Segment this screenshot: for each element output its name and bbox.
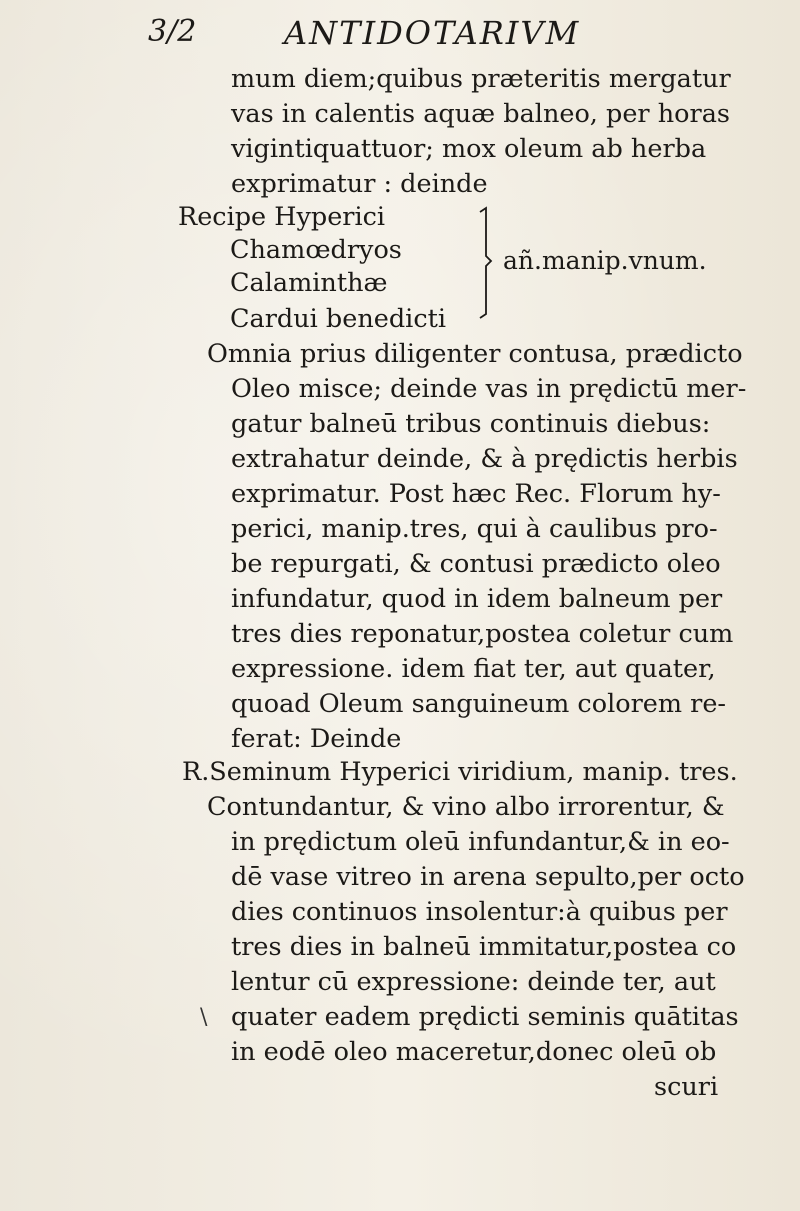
text-line: be repurgati, & contusi prædicto oleo <box>231 549 721 579</box>
text-line: Omnia prius diligenter contusa, prædicto <box>207 339 743 369</box>
text-line: R.Seminum Hyperici viridium, manip. tres. <box>182 757 738 787</box>
text-line: exprimatur : deinde <box>231 169 488 199</box>
text-line: quoad Oleum sanguineum colorem re- <box>231 689 727 719</box>
ingredient-line: Chamœdryos <box>230 235 402 265</box>
text-line: expressione. idem fiat ter, aut quater, <box>231 654 716 684</box>
recipe-quantity: añ.manip.vnum. <box>503 246 707 275</box>
page-header <box>148 14 668 54</box>
text-line: vas in calentis aquæ balneo, per horas <box>231 99 730 129</box>
text-line: tres dies in balneū immitatur,postea co <box>231 932 737 962</box>
text-line: in eodē oleo maceretur,donec oleū ob <box>231 1037 717 1067</box>
running-title: ANTIDOTARIVM <box>284 14 581 52</box>
text-line: dē vase vitreo in arena sepulto,per octo <box>231 862 745 892</box>
catchword: scuri <box>654 1072 719 1102</box>
text-line: perici, manip.tres, qui à caulibus pro- <box>231 514 718 544</box>
ingredient-line: Recipe Hyperici <box>178 202 386 232</box>
text-line: infundatur, quod in idem balneum per <box>231 584 723 614</box>
text-line: vigintiquattuor; mox oleum ab herba <box>231 134 707 164</box>
ingredient-line: Cardui benedicti <box>230 304 447 334</box>
text-line: extrahatur deinde, & à prędictis herbis <box>231 444 738 474</box>
text-line: mum diem;quibus præteritis mergatur <box>231 64 731 94</box>
recipe-brace <box>476 198 496 324</box>
text-line: Contundantur, & vino albo irrorentur, & <box>207 792 725 822</box>
text-line: ferat: Deinde <box>231 724 402 754</box>
margin-mark: \ <box>200 1005 208 1030</box>
text-line: quater eadem prędicti seminis quātitas <box>231 1002 739 1032</box>
text-line: in prędictum oleū infundantur,& in eo- <box>231 827 730 857</box>
text-line: Oleo misce; deinde vas in prędictū mer- <box>231 374 747 404</box>
ingredient-line: Calaminthæ <box>230 268 388 298</box>
text-line: lentur cū expressione: deinde ter, aut <box>231 967 716 997</box>
text-line: gatur balneū tribus continuis diebus: <box>231 409 711 439</box>
text-line: tres dies reponatur,postea coletur cum <box>231 619 734 649</box>
text-line: exprimatur. Post hæc Rec. Florum hy- <box>231 479 721 509</box>
page-number: 3/2 <box>148 14 197 49</box>
text-line: dies continuos insolentur:à quibus per <box>231 897 728 927</box>
